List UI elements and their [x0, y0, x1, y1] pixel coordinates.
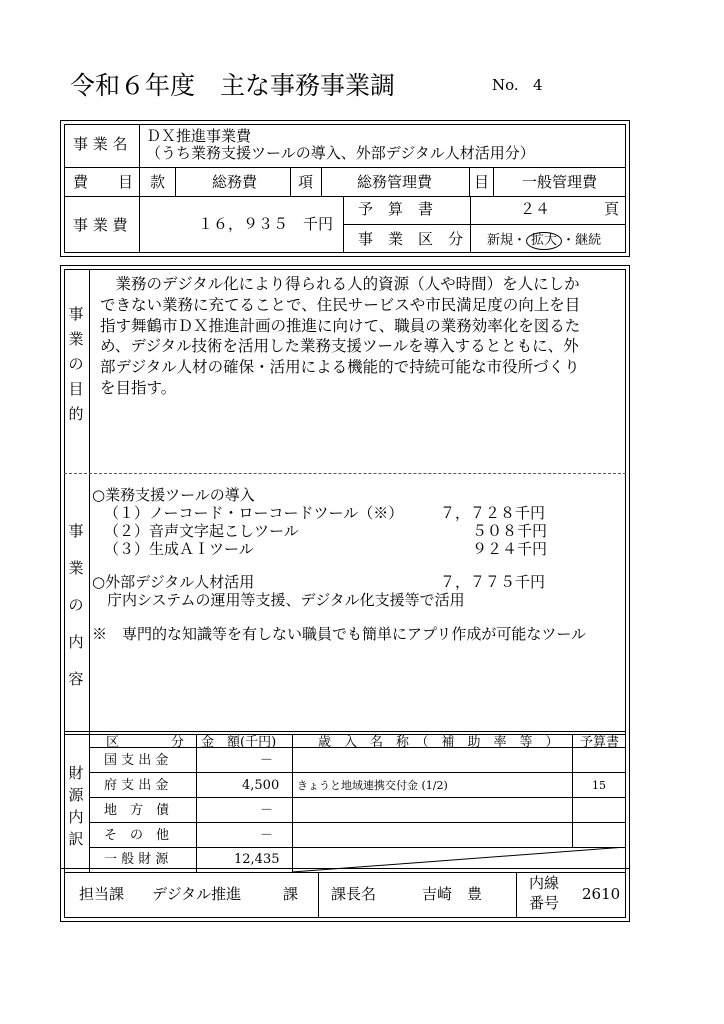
finance-row5-amount: 12,435	[234, 852, 280, 867]
page-title: 令和６年度 主な事務事業調	[70, 71, 396, 100]
separator: ・	[562, 233, 576, 248]
kou-value: 総務管理費	[357, 173, 433, 191]
finance-header-kubun: 区 分	[106, 735, 185, 750]
finance-row1-kubun: 国 支 出 金	[104, 753, 169, 768]
finance-row3-kubun: 地 方 債	[104, 803, 170, 818]
content-label-char: 容	[68, 670, 84, 688]
kubun-new: 新規	[487, 233, 514, 248]
naisen-value: 2610	[582, 885, 621, 903]
purpose-label-char: の	[68, 355, 84, 373]
purpose-label-char: 事	[68, 305, 84, 323]
jigyomei-line2: （うち業務支援ツールの導入、外部デジタル人材活用分）	[146, 144, 535, 162]
content-item2-amount: ５０８千円	[472, 522, 548, 540]
kubun-continue: 継続	[575, 233, 602, 248]
jigyomei-line1: ＤＸ推進事業費	[146, 127, 252, 145]
purpose-label-char: 的	[68, 405, 84, 423]
content-label-char: の	[68, 596, 84, 614]
himoku-label: 費 目	[73, 173, 134, 191]
content-label	[63, 513, 89, 698]
finance-row2-kubun: 府 支 出 金	[104, 778, 169, 793]
no-value: 4	[532, 76, 543, 94]
finance-label-char: 内	[68, 808, 84, 826]
content-label-char: 事	[68, 522, 84, 540]
content-label-char: 内	[68, 633, 84, 651]
content-item3-name: （３）生成ＡＩツール	[104, 540, 254, 558]
kou-label: 項	[298, 173, 314, 191]
purpose-line: 業務のデジタル化により得られる人的資源（人や時間）を人にしか	[100, 275, 580, 293]
tanto-value: デジタル推進	[152, 885, 242, 903]
finance-row1-amount: －	[260, 753, 274, 768]
finance-row2-source: きょうと地域連携交付金 (1/2)	[297, 779, 448, 792]
content-footnote: ※ 専門的な知識等を有しない職員でも簡単にアプリ作成が可能なツール	[92, 625, 587, 643]
finance-label-char: 財	[68, 764, 84, 782]
finance-label-char: 訳	[68, 830, 84, 848]
naisen-label2: 番号	[529, 894, 560, 912]
jigyohi-value: １６，９３５ 千円	[198, 215, 334, 233]
tanto-label: 担当課	[79, 885, 125, 903]
finance-row2-amount: 4,500	[242, 778, 280, 793]
kubun-expand-circled: 拡大	[526, 232, 562, 250]
finance-row3-amount: －	[260, 803, 274, 818]
content-label-char: 業	[68, 559, 84, 577]
tanto-ka: 課	[283, 885, 299, 903]
document-number	[492, 76, 543, 94]
purpose-line: 部デジタル人材の確保・活用による機能的で持続可能な市役所づくり	[100, 358, 580, 377]
content-item3-amount: ９２４千円	[472, 540, 548, 558]
finance-header-source: 歳 入 名 称 （ 補 助 率 等 ）	[318, 735, 559, 750]
finance-label	[63, 762, 89, 850]
jigyomei-label: 事 業 名	[73, 135, 128, 153]
finance-row5-kubun: 一 般 財 源	[104, 852, 169, 867]
kacho-value: 吉崎 豊	[422, 885, 483, 903]
yosansho-label: 予 算 書	[358, 200, 434, 218]
finance-header-page: 予算書	[580, 735, 620, 750]
content-section2-amount: ７，７７５千円	[440, 573, 546, 591]
kubun-label: 事 業 区 分	[358, 230, 464, 248]
no-label: No.	[492, 76, 519, 94]
naisen-label1: 内線	[529, 874, 560, 892]
purpose-line: め、デジタル技術を活用した業務支援ツールを導入するとともに、外	[100, 337, 579, 356]
purpose-line: を目指す。	[100, 378, 177, 397]
finance-header-amount: 金 額(千円)	[201, 735, 277, 750]
finance-row2-page: 15	[592, 779, 606, 792]
content-item1-name: （１）ノーコード・ローコードツール（※）	[104, 504, 404, 522]
jigyohi-label: 事 業 費	[73, 216, 128, 234]
purpose-label	[63, 302, 89, 427]
kubun-options	[487, 232, 601, 250]
purpose-line: できない業務に充てることで、住民サービスや市民満足度の向上を目	[100, 295, 581, 314]
kan-label: 款	[150, 173, 166, 191]
yosansho-value: ２４	[520, 200, 551, 218]
page-unit: 頁	[604, 200, 620, 218]
purpose-label-char: 目	[68, 380, 84, 398]
purpose-label-char: 業	[68, 330, 84, 348]
finance-row4-amount: －	[260, 828, 274, 843]
kacho-label: 課長名	[331, 885, 377, 903]
content-item1-amount: ７，７２８千円	[440, 504, 546, 522]
content-section2: ○外部デジタル人材活用	[92, 573, 255, 591]
kan-value: 総務費	[212, 173, 258, 191]
finance-row4-kubun: そ の 他	[104, 828, 170, 843]
purpose-text	[100, 274, 630, 399]
separator: ・	[513, 233, 527, 248]
moku-label: 目	[474, 173, 490, 191]
moku-value: 一般管理費	[522, 173, 598, 191]
content-section1: ○業務支援ツールの導入	[92, 486, 255, 504]
content-item2-name: （２）音声文字起こしツール	[104, 522, 299, 540]
finance-label-char: 源	[68, 786, 84, 804]
content-section2-note: 庁内システムの運用等支援、デジタル化支援等で活用	[92, 591, 465, 609]
purpose-line: 指す舞鶴市ＤＸ推進計画の推進に向けて、職員の業務効率化を図るた	[100, 316, 581, 335]
